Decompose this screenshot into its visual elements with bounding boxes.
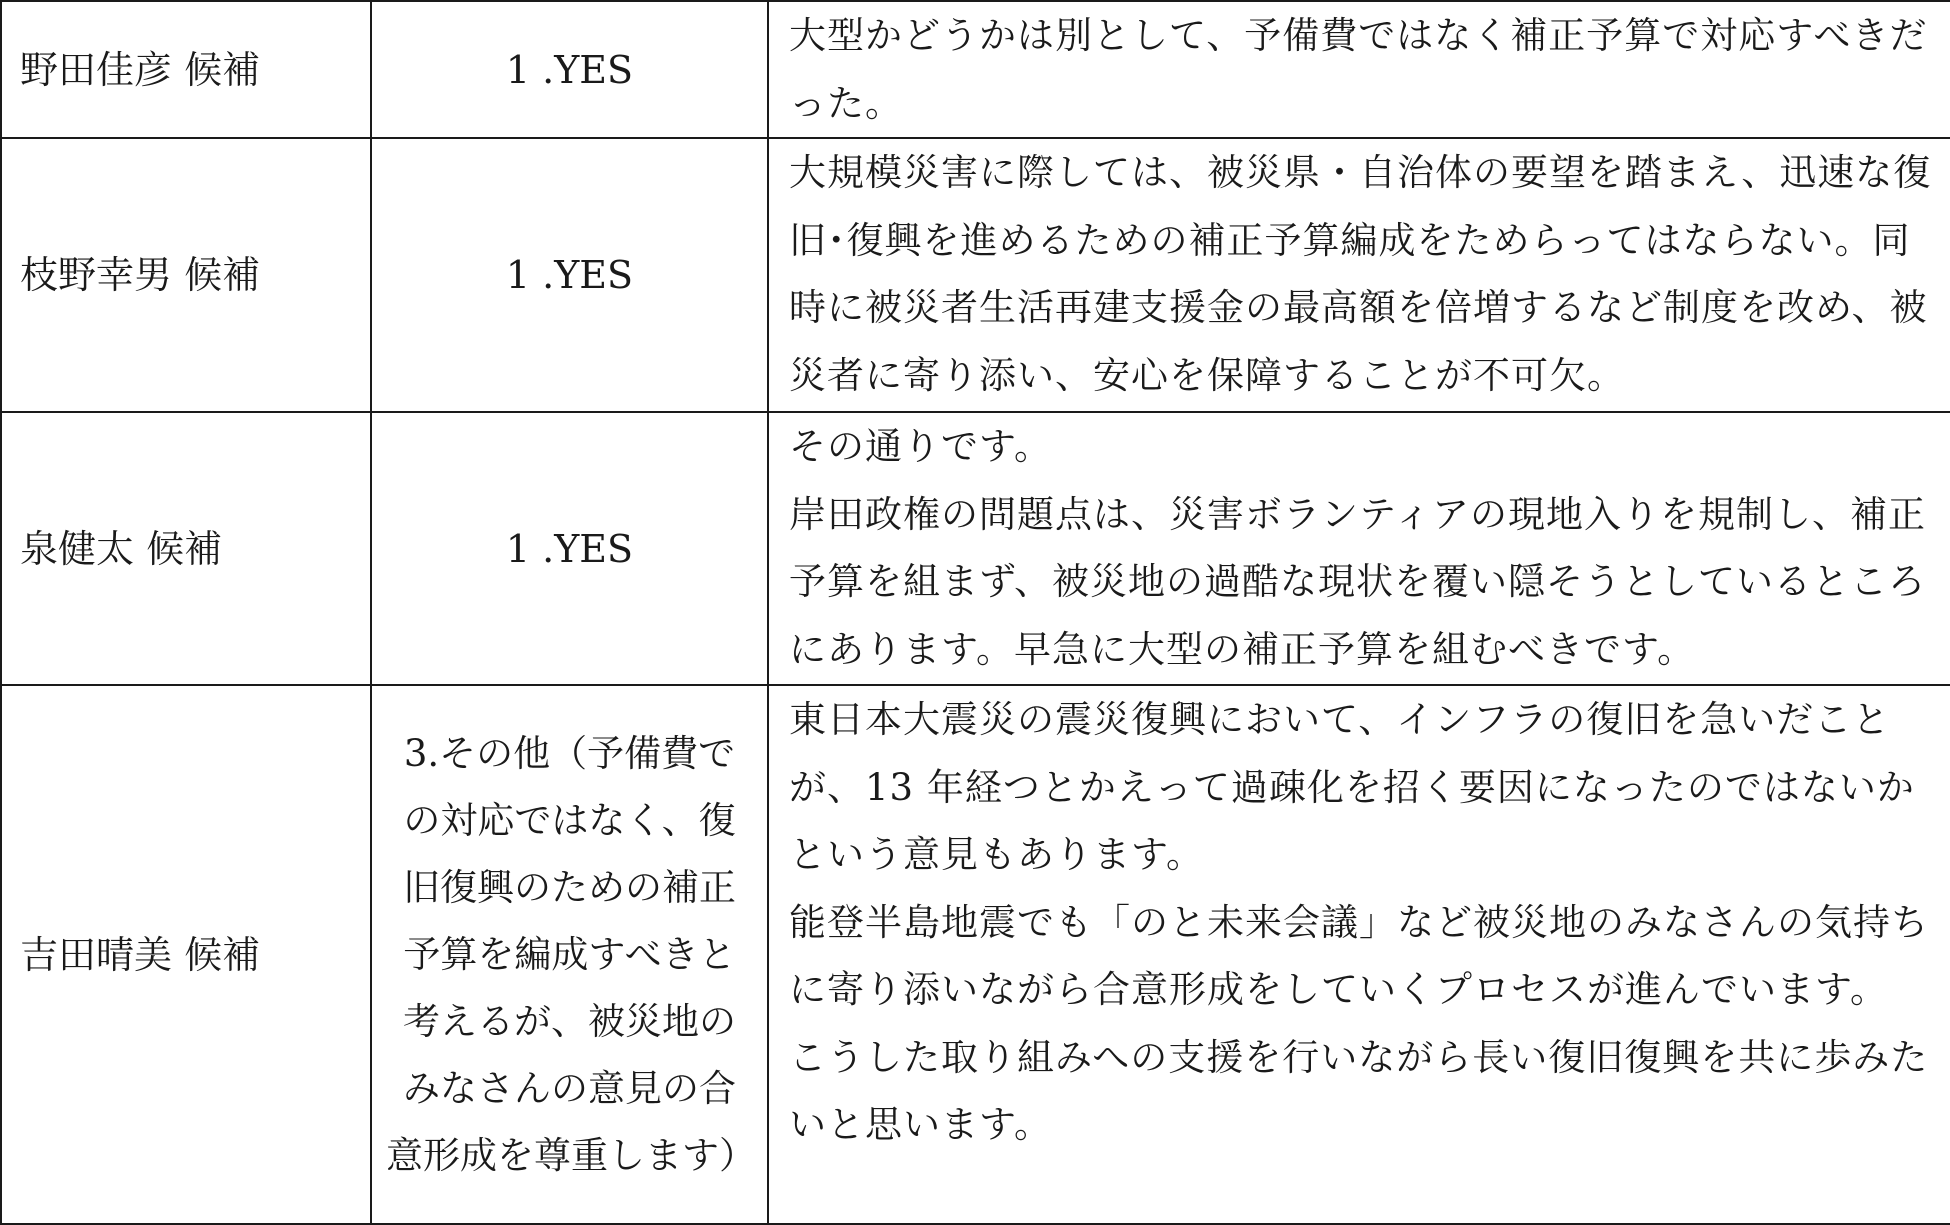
candidate-answer: 1 .YES — [371, 412, 768, 685]
candidate-answer: 1 .YES — [371, 1, 768, 138]
table-row — [1, 685, 1950, 1224]
table-row — [1, 138, 1950, 412]
candidate-name: 枝野幸男 候補 — [1, 138, 371, 412]
table-row — [1, 1, 1950, 138]
table-row — [1, 412, 1950, 685]
candidate-answer: 3.その他（予備費での対応ではなく、復旧復興のための補正予算を編成すべきと考えるが、被災地のみなさんの意見の合意形成を尊重します） — [371, 685, 768, 1224]
comment-paragraph: こうした取り組みへの支援を行いながら長い復旧復興を共に歩みたいと思います。 — [789, 1035, 1929, 1146]
comment-paragraph: その通りです。 — [789, 425, 1053, 468]
candidate-name: 野田佳彦 候補 — [1, 1, 371, 138]
comment-paragraph: 東日本大震災の震災復興において、インフラの復旧を急いだことが、13 年経つとかえって過疎化を招く要因になったのではないかという意見もあります。 — [789, 698, 1915, 876]
candidate-answer: 1 .YES — [371, 138, 768, 412]
candidate-name: 泉健太 候補 — [1, 412, 371, 685]
comment-paragraph: 岸田政権の問題点は、災害ボランティアの現地入りを規制し、補正予算を組まず、被災地の過酷な現状を覆い隠そうとしているところにあります。早急に大型の補正予算を組むべきです。 — [789, 492, 1927, 671]
candidate-comment — [768, 685, 1950, 1224]
comment-paragraph: 大型かどうかは別として、予備費ではなく補正予算で対応すべきだった。 — [789, 14, 1928, 125]
candidate-comment — [768, 1, 1950, 138]
comment-paragraph: 能登半島地震でも「のと未来会議」など被災地のみなさんの気持ちに寄り添いながら合意形成をしていくプロセスが進んでいます。 — [789, 900, 1929, 1011]
candidate-comment — [768, 412, 1950, 685]
comment-paragraph: 大規模災害に際しては、被災県・自治体の要望を踏まえ、迅速な復旧･復興を進めるための補正予算編成をためらってはならない。同時に被災者生活再建支援金の最高額を倍増するなど制度を改め、被災者に寄り添い、安心を保障することが不可欠。 — [789, 151, 1932, 397]
candidate-comment — [768, 138, 1950, 412]
candidate-name: 吉田晴美 候補 — [1, 685, 371, 1224]
